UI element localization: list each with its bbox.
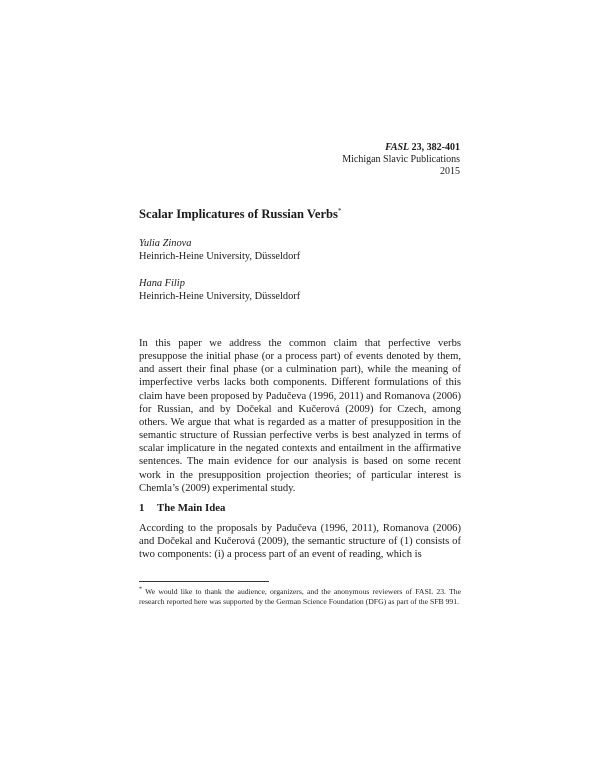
abstract: In this paper we address the common claim that perfective verbs presuppose the initial phase (or a process part) of events denoted by them, and assert their final phase (or a culmination part), while the meaning of imperfective verbs lacks both components. Different formulations of this claim have been proposed by Padučeva (1996, 2011) and Romanova (2006) for Russian, and by Dočekal and Kučerová (2009) for Czech, among others. We argue that what is regarded as a matter of presupposition in the semantic structure of Russian perfective verbs is best analyzed in terms of scalar implicature in the negated contexts and entailment in the affirmative sentences. The main evidence for our analysis is based on some recent work in the presupposition projection theories; of particular interest is Chemla’s (2009) experimental study. <box>139 338 461 494</box>
author-name: Hana Filip <box>139 278 185 289</box>
author-affiliation: Heinrich-Heine University, Düsseldorf <box>139 291 301 302</box>
volume-pages: 23, 382-401 <box>411 142 460 153</box>
section-title: The Main Idea <box>157 502 226 514</box>
footnote-text: We would like to thank the audience, organizers, and the anonymous reviewers of FASL 23. The research reported here was supported by the German Science Foundation (DFG) as part of the SFB 991. <box>139 587 461 606</box>
publication-year: 2015 <box>440 166 460 177</box>
section-heading <box>139 502 225 514</box>
journal-name: FASL <box>385 142 410 153</box>
publisher: Michigan Slavic Publications <box>342 154 460 165</box>
footnote <box>139 587 461 607</box>
author-block-2 <box>139 277 300 303</box>
footnote-mark: * <box>139 586 142 593</box>
footnote-rule <box>139 581 269 582</box>
title-footnote-mark: * <box>337 206 342 215</box>
author-name: Yulia Zinova <box>139 238 192 249</box>
journal-citation <box>342 142 460 178</box>
author-affiliation: Heinrich-Heine University, Düsseldorf <box>139 251 301 262</box>
body-paragraph: According to the proposals by Padučeva (1996, 2011), Romanova (2006) and Dočekal and Kučerová (2009), the semantic structure of (1) consists of two components: (i) a process part of an event of reading, which is <box>139 523 461 561</box>
paper-title <box>139 207 341 222</box>
section-number: 1 <box>139 502 145 514</box>
author-block-1 <box>139 237 300 263</box>
paper-title-text: Scalar Implicatures of Russian Verbs <box>139 207 338 221</box>
